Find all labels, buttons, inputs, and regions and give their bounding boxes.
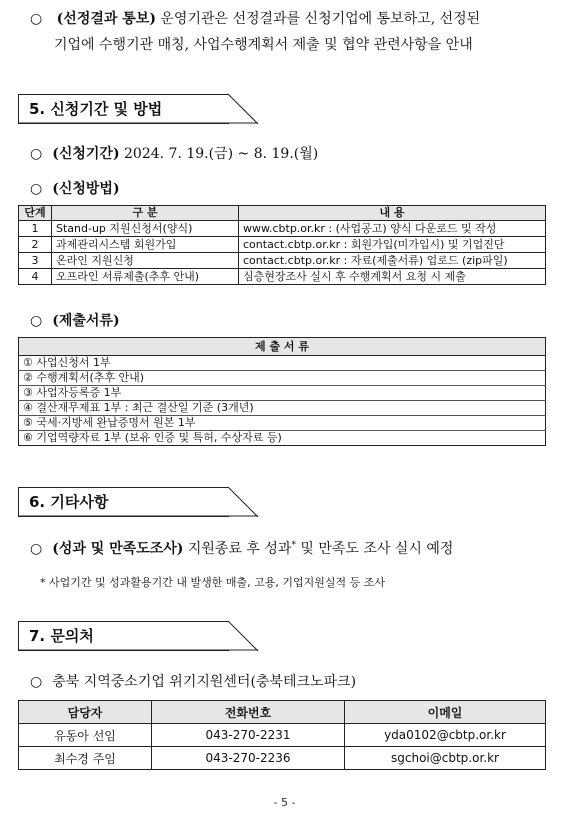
contact-col-phone: 전화번호 [152,701,345,724]
application-period [30,143,318,163]
contact-table [18,700,546,770]
method-row [19,221,546,237]
method-label: (신청방법) [52,181,120,197]
contact-phone: 043-270-2231 [152,724,345,747]
intro-line-1 [30,6,551,32]
docs-item: ② 수행계획서(추후 안내) [19,371,546,386]
method-step: 4 [19,269,52,285]
docs-item: ⑥ 기업역량자료 1부 (보유 인증 및 특허, 수상자료 등) [19,431,546,446]
method-step: 3 [19,253,52,269]
survey-bullet: ○ [30,541,43,557]
section-5-title: 5. 신청기간 및 방법 [18,94,229,124]
section-5-heading [18,94,258,124]
method-step: 2 [19,237,52,253]
section-6-heading [18,487,258,517]
section-7-heading [18,621,258,651]
docs-table-header: 제 출 서 류 [19,338,546,356]
method-row [19,269,546,285]
method-category: Stand-up 지원신청서(양식) [52,221,239,237]
section-5-tab-shape [18,94,258,124]
intro-paragraph [30,6,551,58]
contact-col-person: 담당자 [19,701,152,724]
section-7-title: 7. 문의처 [18,621,229,651]
method-table-header [19,206,546,221]
intro-lead: (선정결과 통보) [56,11,156,27]
intro-line-2: 기업에 수행기관 매칭, 사업수행계획서 제출 및 협약 관련사항을 안내 [54,37,473,53]
survey-footnote-mark: * [291,540,296,551]
method-step: 1 [19,221,52,237]
method-col-content: 내 용 [239,206,546,221]
performance-survey [30,538,453,558]
section-6-title: 6. 기타사항 [18,487,229,517]
application-method-table [18,205,546,285]
required-documents [30,310,120,330]
contact-row [19,724,546,747]
period-label: (신청기간) [52,146,120,162]
section-7-tab-shape [18,621,258,651]
contact-row [19,747,546,770]
survey-label: (성과 및 만족도조사) [52,541,184,557]
docs-item: ⑤ 국세·지방세 완납증명서 원본 1부 [19,416,546,431]
method-col-category: 구 분 [52,206,239,221]
contact-person: 유동아 선임 [19,724,152,747]
contact-phone: 043-270-2236 [152,747,345,770]
survey-text-a: 지원종료 후 성과 [183,541,292,557]
intro-line1-rest: 운영기관은 선정결과를 신청기업에 통보하고, 선정된 [155,11,481,27]
application-method [30,178,120,198]
intro-bullet: ○ [30,11,43,27]
required-documents-table [18,337,546,446]
docs-item: ① 사업신청서 1부 [19,356,546,371]
contact-col-email: 이메일 [345,701,546,724]
method-content: 심층현장조사 실시 후 수행계획서 요청 시 제출 [239,269,546,285]
contact-person: 최수경 주임 [19,747,152,770]
survey-text-b: 및 만족도 조사 실시 예정 [295,541,454,557]
survey-footnote: * 사업기간 및 성과활용기간 내 발생한 매출, 고용, 기업지원실적 등 조사 [40,576,385,589]
period-bullet: ○ [30,146,43,162]
contact-email: yda0102@cbtp.or.kr [345,724,546,747]
method-content: contact.cbtp.or.kr : 자료(제출서류) 업로드 (zip파일) [239,253,546,269]
docs-bullet: ○ [30,313,43,329]
method-col-step: 단계 [19,206,52,221]
method-content: www.cbtp.or.kr : (사업공고) 양식 다운로드 및 작성 [239,221,546,237]
method-category: 과제관리시스템 회원가입 [52,237,239,253]
page-number: - 5 - [273,796,296,809]
docs-item: ④ 결산재무제표 1부 : 최근 결산일 기준 (3개년) [19,401,546,416]
docs-item: ③ 사업자등록증 1부 [19,386,546,401]
section-6-tab-shape [18,487,258,517]
period-value: 2024. 7. 19.(금) ~ 8. 19.(월) [119,146,319,162]
method-row [19,237,546,253]
method-category: 온라인 지원신청 [52,253,239,269]
contact-email: sgchoi@cbtp.or.kr [345,747,546,770]
contact-organization [30,671,356,691]
method-bullet: ○ [30,181,43,197]
method-content: contact.cbtp.or.kr : 회원가입(미가입시) 및 기업진단 [239,237,546,253]
method-category: 오프라인 서류제출(추후 안내) [52,269,239,285]
org-name: 충북 지역중소기업 위기지원센터(충북테크노파크) [52,674,357,690]
org-bullet: ○ [30,674,43,690]
method-row [19,253,546,269]
docs-label: (제출서류) [52,313,120,329]
